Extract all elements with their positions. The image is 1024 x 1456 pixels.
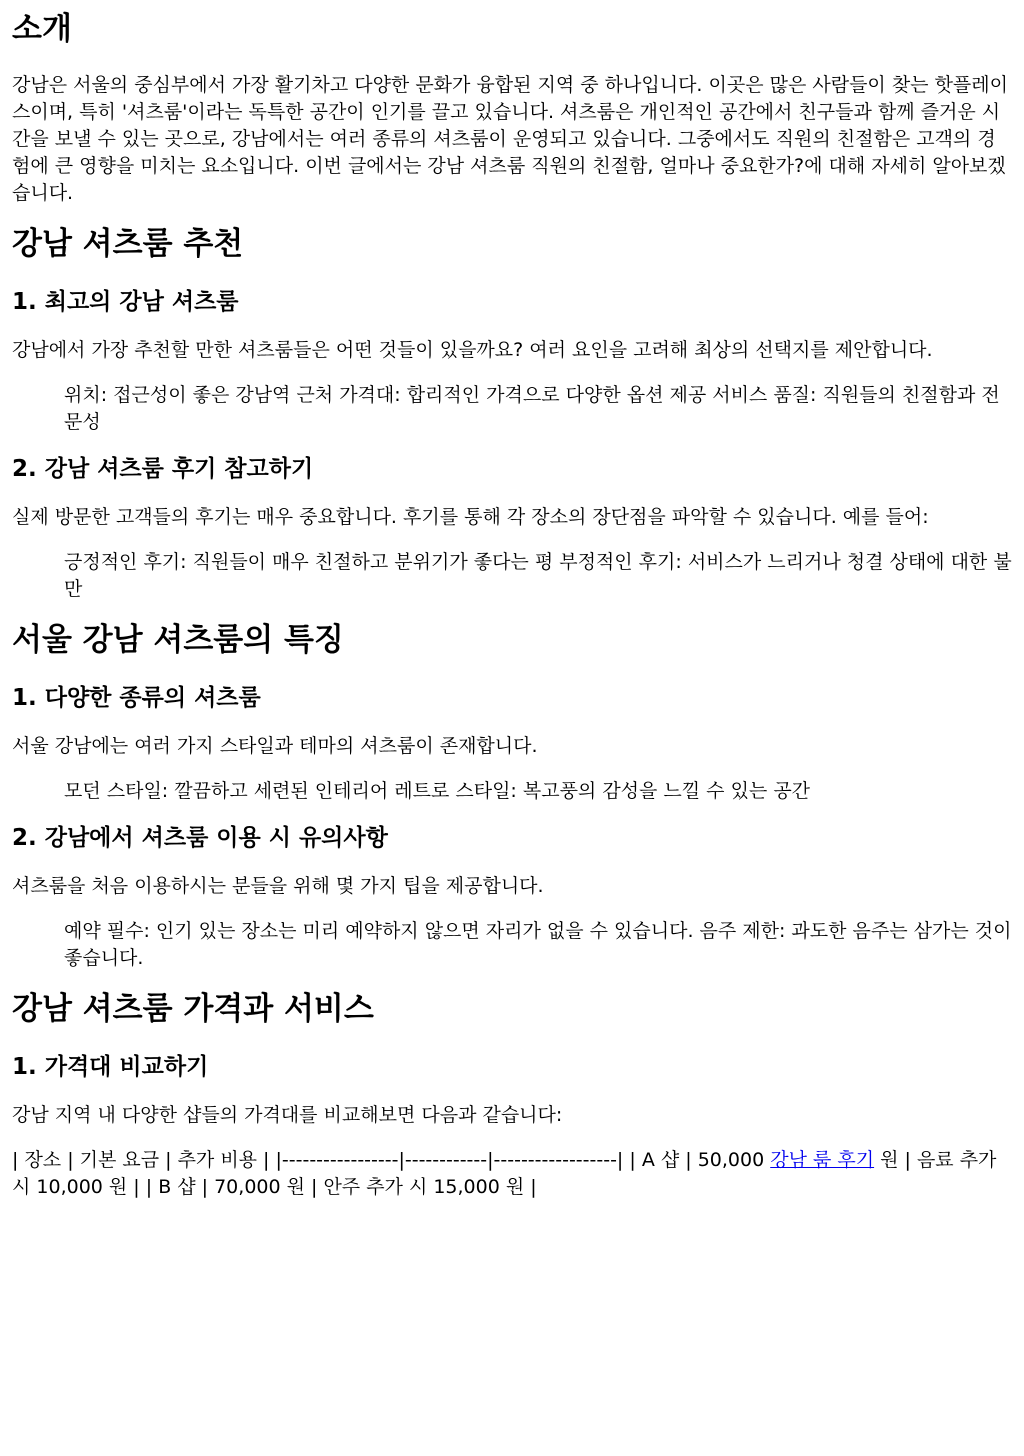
price-table-part-1: | 장소 | 기본 요금 | 추가 비용 | |-----------------|------------|------------------| | A 샵 | 50,000 bbox=[12, 1149, 771, 1171]
section-heading-features: 서울 강남 셔츠룸의 특징 bbox=[12, 622, 344, 658]
gangnam-room-review-link[interactable]: 강남 룸 후기 bbox=[770, 1149, 875, 1171]
subheading-price-compare: 1. 가격대 비교하기 bbox=[12, 1054, 209, 1080]
quote-review-examples: 긍정적인 후기: 직원들이 매우 친절하고 분위기가 좋다는 평 부정적인 후기: 서비스가 느리거나 청결 상태에 대한 불만 bbox=[64, 551, 1012, 600]
article bbox=[0, 10, 1024, 1201]
paragraph-best-shirtroom: 강남에서 가장 추천할 만한 셔츠룸들은 어떤 것들이 있을까요? 여러 요인을 고려해 최상의 선택지를 제안합니다. bbox=[12, 339, 933, 361]
price-table-text bbox=[12, 1147, 1012, 1201]
paragraph-types: 서울 강남에는 여러 가지 스타일과 테마의 셔츠룸이 존재합니다. bbox=[12, 735, 538, 757]
subheading-reviews: 2. 강남 셔츠룸 후기 참고하기 bbox=[12, 456, 314, 482]
intro-paragraph: 강남은 서울의 중심부에서 가장 활기차고 다양한 문화가 융합된 지역 중 하나입니다. 이곳은 많은 사람들이 찾는 핫플레이스이며, 특히 '셔츠룸'이라는 독특한 공간이 인기를 끌고 있습니다. 셔츠룸은 개인적인 공간에서 친구들과 함께 즐거운 시간을 보낼 수 있는 곳으로, 강남에서는 여러 종류의 셔츠룸이 운영되고 있습니다. 그중에서도 직원의 친절함은 고객의 경험에 큰 영향을 미치는 요소입니다. 이번 글에서는 강남 셔츠룸 직원의 친절함, 얼마나 중요한가?에 대해 자세히 알아보겠습니다. bbox=[12, 74, 1008, 204]
quote-style-types: 모던 스타일: 깔끔하고 세련된 인테리어 레트로 스타일: 복고풍의 감성을 느낄 수 있는 공간 bbox=[64, 780, 811, 802]
quote-best-shirtroom-criteria: 위치: 접근성이 좋은 강남역 근처 가격대: 합리적인 가격으로 다양한 옵션 제공 서비스 품질: 직원들의 친절함과 전문성 bbox=[64, 384, 1000, 433]
paragraph-price-compare: 강남 지역 내 다양한 샵들의 가격대를 비교해보면 다음과 같습니다: bbox=[12, 1104, 563, 1126]
section-heading-recommend: 강남 셔츠룸 추천 bbox=[12, 226, 244, 262]
paragraph-reviews: 실제 방문한 고객들의 후기는 매우 중요합니다. 후기를 통해 각 장소의 장단점을 파악할 수 있습니다. 예를 들어: bbox=[12, 506, 929, 528]
quote-precaution-tips: 예약 필수: 인기 있는 장소는 미리 예약하지 않으면 자리가 없을 수 있습니다. 음주 제한: 과도한 음주는 삼가는 것이 좋습니다. bbox=[64, 920, 1012, 969]
subheading-types: 1. 다양한 종류의 셔츠룸 bbox=[12, 685, 261, 711]
section-heading-prices: 강남 셔츠룸 가격과 서비스 bbox=[12, 991, 374, 1027]
subheading-precautions: 2. 강남에서 셔츠룸 이용 시 유의사항 bbox=[12, 825, 388, 851]
paragraph-precautions: 셔츠룸을 처음 이용하시는 분들을 위해 몇 가지 팁을 제공합니다. bbox=[12, 875, 544, 897]
subheading-best-shirtroom: 1. 최고의 강남 셔츠룸 bbox=[12, 289, 239, 315]
price-table-part-2: 원 | 음료 추가 시 10,000 원 | | B 샵 | 70,000 원 | 안주 추가 시 15,000 원 | bbox=[12, 1149, 997, 1198]
intro-heading: 소개 bbox=[12, 11, 72, 47]
